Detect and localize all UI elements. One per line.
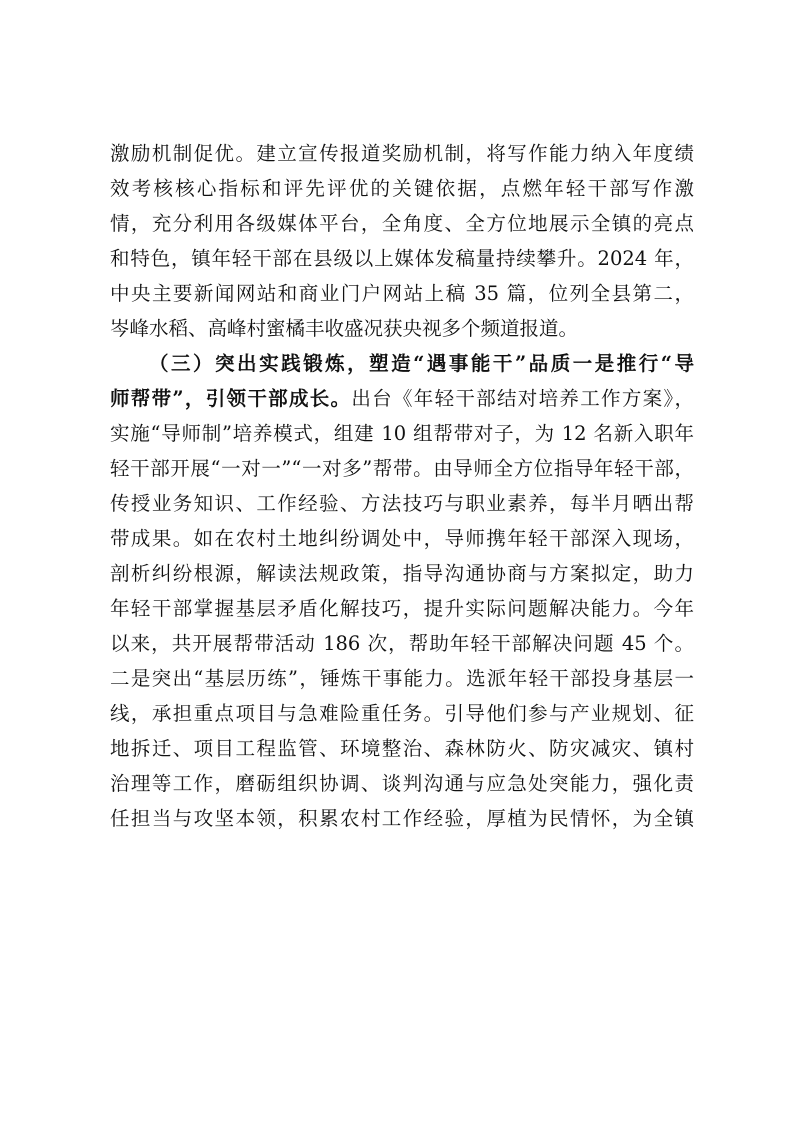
line-text: 岑峰水稻、高峰村蜜橘丰收盛况获央视多个频道报道。 — [110, 317, 579, 340]
line-text: 带成果。如在农村土地纠纷调处中，导师携年轻干部深入现场， — [110, 527, 694, 550]
text-line — [110, 801, 694, 836]
line-text: 和特色，镇年轻干部在县级以上媒体发稿量持续攀升。2024 年， — [110, 247, 694, 270]
text-line — [110, 276, 694, 311]
text-line — [110, 136, 694, 171]
bold-heading-text: 师帮带”，引领干部成长。 — [110, 387, 352, 410]
line-text: 以来，共开展帮带活动 186 次，帮助年轻干部解决问题 45 个。 — [110, 632, 694, 655]
body-text — [110, 136, 694, 836]
text-line — [110, 346, 694, 381]
text-line — [110, 591, 694, 626]
line-text: 治理等工作，磨砺组织协调、谈判沟通与应急处突能力，强化责 — [110, 772, 694, 795]
bold-heading-text: （三）突出实践锻炼，塑造“遇事能干”品质一是推行“导 — [149, 352, 694, 375]
line-text: 中央主要新闻网站和商业门户网站上稿 35 篇，位列全县第二， — [110, 282, 694, 305]
text-line — [110, 556, 694, 591]
line-text: 剖析纠纷根源，解读法规政策，指导沟通协商与方案拟定，助力 — [110, 562, 694, 585]
text-line — [110, 696, 694, 731]
text-line — [110, 416, 694, 451]
text-line — [110, 171, 694, 206]
line-text: 出台《年轻干部结对培养工作方案》， — [351, 387, 694, 410]
text-line — [110, 451, 694, 486]
line-text: 情，充分利用各级媒体平台，全角度、全方位地展示全镇的亮点 — [110, 212, 694, 235]
line-text: 轻干部开展“一对一”“一对多”帮带。由导师全方位指导年轻干部， — [110, 457, 694, 480]
line-text: 实施“导师制”培养模式，组建 10 组帮带对子，为 12 名新入职年 — [110, 422, 694, 445]
line-text: 激励机制促优。建立宣传报道奖励机制，将写作能力纳入年度绩 — [110, 142, 694, 165]
text-line — [110, 381, 694, 416]
line-text: 效考核核心指标和评先评优的关键依据，点燃年轻干部写作激 — [110, 177, 694, 200]
line-text: 线，承担重点项目与急难险重任务。引导他们参与产业规划、征 — [110, 702, 694, 725]
line-text: 传授业务知识、工作经验、方法技巧与职业素养，每半月晒出帮 — [110, 492, 694, 515]
text-line — [110, 486, 694, 521]
text-line — [110, 626, 694, 661]
line-text: 二是突出“基层历练”，锤炼干事能力。选派年轻干部投身基层一 — [110, 667, 694, 690]
line-text: 任担当与攻坚本领，积累农村工作经验，厚植为民情怀，为全镇 — [110, 807, 694, 830]
text-line — [110, 661, 694, 696]
text-line — [110, 311, 694, 346]
text-line — [110, 521, 694, 556]
text-line — [110, 766, 694, 801]
text-line — [110, 241, 694, 276]
line-text: 年轻干部掌握基层矛盾化解技巧，提升实际问题解决能力。今年 — [110, 597, 694, 620]
line-text: 地拆迁、项目工程监管、环境整治、森林防火、防灾减灾、镇村 — [110, 737, 694, 760]
text-line — [110, 731, 694, 766]
text-line — [110, 206, 694, 241]
